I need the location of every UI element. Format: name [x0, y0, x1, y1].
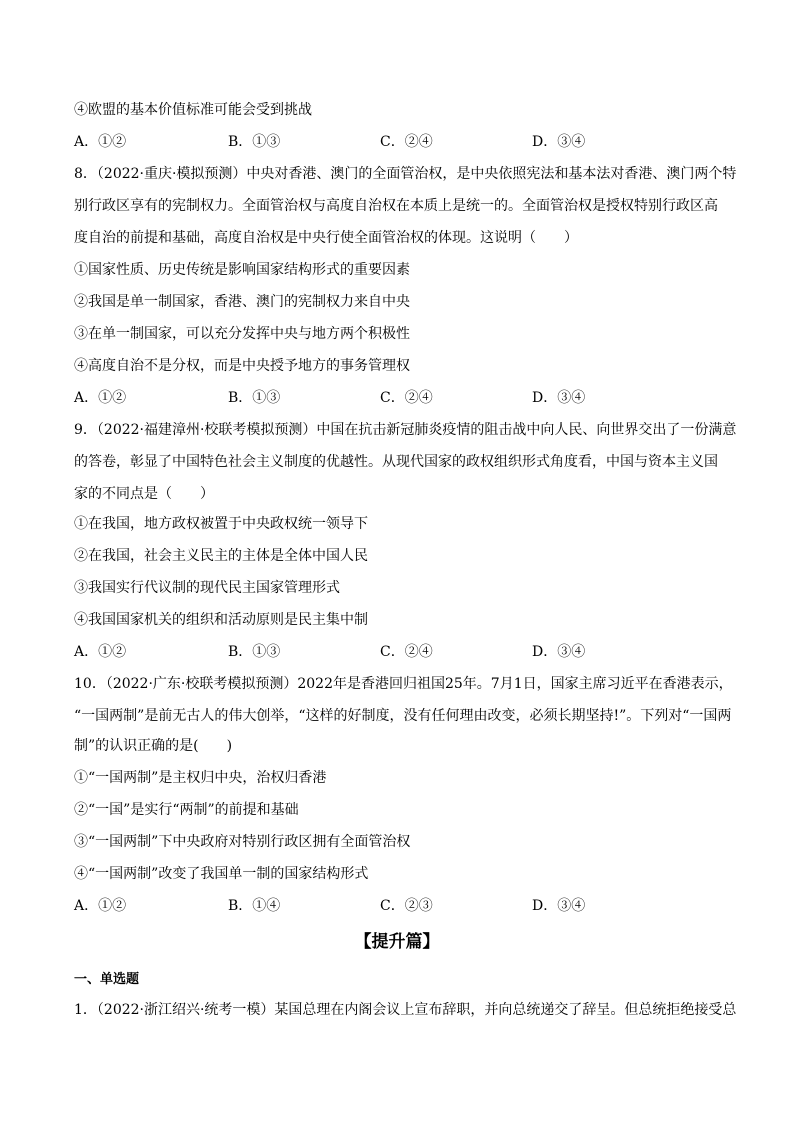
q8-stem-line-3: 度自治的前提和基础，高度自治权是中央行使全面管治权的体现。这说明（ ） [74, 230, 578, 246]
q10-stem-line-3: 制”的认识正确的是( ) [74, 738, 233, 754]
q10-option-d: D．③④ [532, 898, 586, 914]
q10-item-4: ④“一国两制”改变了我国单一制的国家结构形式 [74, 866, 369, 882]
q9-item-1: ①在我国，地方政权被置于中央政权统一领导下 [74, 516, 368, 532]
q7-option-a: A．①② [74, 134, 127, 150]
q8-item-3: ③在单一制国家，可以充分发挥中央与地方两个积极性 [74, 326, 410, 342]
q9-stem-line-1: 9．（2022·福建漳州·校联考模拟预测）中国在抗击新冠肺炎疫情的阻击战中向人民、向世界交出了一份满意 [74, 422, 737, 438]
q7-option-d: D．③④ [532, 134, 586, 150]
q10-item-1: ①“一国两制”是主权归中央，治权归香港 [74, 770, 327, 786]
q8-option-c: C．②④ [380, 390, 433, 406]
q10-stem-line-2: “一国两制”是前无古人的伟大创举，“这样的好制度，没有任何理由改变，必须长期坚持!”。下列对“一国两 [74, 708, 732, 724]
q7-option-c: C．②④ [380, 134, 433, 150]
q8-option-a: A．①② [74, 390, 127, 406]
q8-option-d: D．③④ [532, 390, 586, 406]
q8-stem-line-1: 8．（2022·重庆·模拟预测）中央对香港、澳门的全面管治权，是中央依照宪法和基本法对香港、澳门两个特 [74, 166, 737, 182]
q9-option-b: B．①③ [228, 644, 281, 660]
q7-item-4: ④欧盟的基本价值标准可能会受到挑战 [74, 102, 312, 118]
q7-options [74, 132, 734, 152]
p1-stem-line-1: 1．（2022·浙江绍兴·统考一模）某国总理在内阁会议上宣布辞职，并向总统递交了辞呈。但总统拒绝接受总 [74, 1002, 737, 1018]
q8-stem-line-2: 别行政区享有的宪制权力。全面管治权与高度自治权在本质上是统一的。全面管治权是授权特别行政区高 [74, 198, 718, 214]
q8-item-2: ②我国是单一制国家，香港、澳门的宪制权力来自中央 [74, 294, 410, 310]
q10-stem-line-1: 10．（2022·广东·校联考模拟预测）2022年是香港回归祖国25年。7月1日，国家主席习近平在香港表示， [74, 676, 733, 692]
q9-stem-line-3: 家的不同点是（ ） [74, 486, 214, 502]
q9-item-2: ②在我国，社会主义民主的主体是全体中国人民 [74, 548, 368, 564]
q8-option-b: B．①③ [228, 390, 281, 406]
q9-option-c: C．②④ [380, 644, 433, 660]
q10-option-a: A．①② [74, 898, 127, 914]
q9-item-3: ③我国实行代议制的现代民主国家管理形式 [74, 580, 340, 596]
q9-stem-line-2: 的答卷，彰显了中国特色社会主义制度的优越性。从现代国家的政权组织形式角度看，中国与资本主义国 [74, 454, 718, 470]
q10-item-2: ②“一国”是实行“两制”的前提和基础 [74, 802, 299, 818]
q8-item-4: ④高度自治不是分权，而是中央授予地方的事务管理权 [74, 358, 410, 374]
q9-item-4: ④我国国家机关的组织和活动原则是民主集中制 [74, 612, 368, 628]
q10-option-c: C．②③ [380, 898, 433, 914]
q8-item-1: ①国家性质、历史传统是影响国家结构形式的重要因素 [74, 262, 410, 278]
q10-item-3: ③“一国两制”下中央政府对特别行政区拥有全面管治权 [74, 834, 411, 850]
section-title: 【提升篇】 [354, 932, 440, 952]
q7-option-b: B．①③ [228, 134, 281, 150]
q9-option-d: D．③④ [532, 644, 586, 660]
section-subtitle: 一、单选题 [74, 972, 140, 987]
q9-options [74, 642, 734, 662]
q10-option-b: B．①④ [228, 898, 281, 914]
q8-options [74, 388, 734, 408]
q9-option-a: A．①② [74, 644, 127, 660]
q10-options [74, 896, 734, 916]
